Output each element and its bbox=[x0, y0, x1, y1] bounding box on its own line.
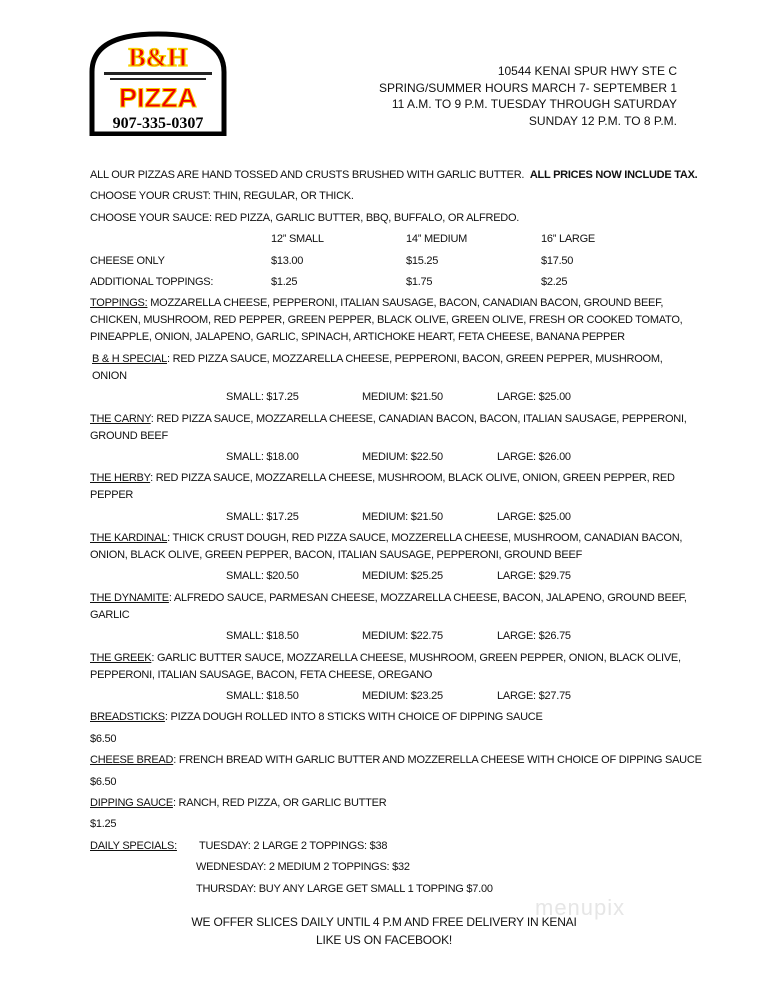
season-hours: SPRING/SUMMER HOURS MARCH 7- SEPTEMBER 1 bbox=[378, 80, 677, 95]
pizza-prices bbox=[90, 688, 690, 705]
toppings-list bbox=[90, 295, 690, 346]
price-large: LARGE: $26.75 bbox=[497, 630, 571, 643]
crust-options: CHOOSE YOUR CRUST: THIN, REGULAR, OR THICK. bbox=[90, 190, 354, 203]
pizza-desc: PEPPER bbox=[90, 489, 134, 502]
size-header-row bbox=[90, 231, 690, 248]
side-desc: : RANCH, RED PIZZA, OR GARLIC BUTTER bbox=[172, 796, 387, 809]
pizza-desc: PEPPERONI, ITALIAN SAUSAGE, BACON, FETA CHEESE, OREGANO bbox=[90, 668, 433, 681]
price-small: SMALL: $18.50 bbox=[226, 630, 299, 643]
pizza-prices bbox=[90, 628, 690, 645]
price-medium: MEDIUM: $21.50 bbox=[362, 391, 443, 404]
pizza-name: THE KARDINAL bbox=[90, 532, 168, 545]
pizza-name: THE HERBY bbox=[90, 472, 151, 485]
price: $17.50 bbox=[541, 254, 574, 267]
side-desc: : PIZZA DOUGH ROLLED INTO 8 STICKS WITH CHOICE OF DIPPING SAUCE bbox=[164, 711, 543, 724]
pizza-prices bbox=[90, 568, 690, 585]
side-price: $6.50 bbox=[90, 775, 117, 788]
intro-text: ALL OUR PIZZAS ARE HAND TOSSED AND CRUSTS BRUSHED WITH GARLIC BUTTER. bbox=[90, 169, 525, 181]
toppings-line: PINEAPPLE, ONION, JALAPENO, GARLIC, SPINACH, ARTICHOKE HEART, FETA CHEESE, BANANA PEPPER bbox=[90, 331, 625, 344]
price-medium: MEDIUM: $22.50 bbox=[362, 450, 443, 463]
intro bbox=[90, 167, 698, 184]
daily-special: WEDNESDAY: 2 MEDIUM 2 TOPPINGS: $32 bbox=[196, 861, 410, 874]
cheese-row bbox=[90, 253, 690, 270]
toppings-price-row bbox=[90, 274, 690, 291]
specialty-pizza bbox=[90, 530, 690, 564]
price-medium: MEDIUM: $23.25 bbox=[362, 690, 443, 703]
size-medium: 14” MEDIUM bbox=[406, 233, 468, 246]
logo-text-bh: B&H bbox=[128, 43, 188, 72]
side-name: BREADSTICKS bbox=[90, 711, 165, 724]
price-large: LARGE: $29.75 bbox=[497, 570, 571, 583]
side-desc: : FRENCH BREAD WITH GARLIC BUTTER AND MOZZERELLA CHEESE WITH CHOICE OF DIPPING SAUCE bbox=[173, 754, 702, 767]
daily-specials-row bbox=[90, 838, 690, 855]
pizza-desc: : RED PIZZA SAUCE, MOZZARELLA CHEESE, MUSHROOM, BLACK OLIVE, ONION, GREEN PEPPER, RED bbox=[150, 472, 675, 485]
price-small: SMALL: $18.00 bbox=[226, 450, 299, 463]
address: 10544 KENAI SPUR HWY STE C bbox=[497, 64, 677, 78]
pizza-desc: : ALFREDO SAUCE, PARMESAN CHEESE, MOZZARELLA CHEESE, BACON, JALAPENO, GROUND BEEF, bbox=[168, 591, 687, 604]
pizza-desc: GARLIC bbox=[90, 608, 130, 621]
price-small: SMALL: $17.25 bbox=[226, 391, 299, 404]
logo-text-pizza: PIZZA bbox=[119, 83, 197, 113]
sunday-hours: SUNDAY 12 P.M. TO 8 P.M. bbox=[528, 114, 677, 129]
toppings-price-label: ADDITIONAL TOPPINGS: bbox=[90, 275, 214, 288]
pizza-desc: ONION bbox=[92, 369, 127, 382]
facebook-note: LIKE US ON FACEBOOK! bbox=[315, 932, 453, 947]
footer bbox=[0, 914, 768, 949]
price: $2.25 bbox=[541, 275, 568, 288]
side-name: CHEESE BREAD bbox=[90, 754, 174, 767]
price-small: SMALL: $17.25 bbox=[226, 510, 299, 523]
pizza-name: THE GREEK bbox=[90, 651, 152, 664]
price: $15.25 bbox=[406, 254, 439, 267]
price-large: LARGE: $26.00 bbox=[497, 450, 571, 463]
price: $1.25 bbox=[271, 275, 298, 288]
pizza-desc: GROUND BEEF bbox=[90, 429, 168, 442]
side-item bbox=[90, 752, 702, 769]
specialty-pizza bbox=[90, 411, 690, 445]
specialty-pizza bbox=[90, 470, 690, 504]
pizza-desc: : GARLIC BUTTER SAUCE, MOZZARELLA CHEESE, MUSHROOM, GREEN PEPPER, ONION, BLACK OLIVE, bbox=[151, 651, 681, 664]
side-item bbox=[90, 795, 690, 812]
size-large: 16” LARGE bbox=[541, 233, 595, 246]
price: $1.75 bbox=[406, 275, 433, 288]
daily-specials-row bbox=[90, 859, 690, 876]
price-large: LARGE: $27.75 bbox=[497, 690, 571, 703]
daily-specials-label: DAILY SPECIALS: bbox=[90, 839, 177, 852]
delivery-note: WE OFFER SLICES DAILY UNTIL 4 P.M AND FREE DELIVERY IN KENAI bbox=[191, 915, 577, 929]
side-price: $1.25 bbox=[90, 818, 117, 831]
price-medium: MEDIUM: $21.50 bbox=[362, 510, 443, 523]
pizza-desc: : THICK CRUST DOUGH, RED PIZZA SAUCE, MOZZERELLA CHEESE, MUSHROOM, CANADIAN BACON, bbox=[167, 532, 683, 545]
specialty-pizza bbox=[90, 590, 690, 624]
pizza-name: THE CARNY bbox=[90, 412, 151, 425]
specialty-pizza bbox=[90, 650, 690, 684]
pizza-desc: ONION, BLACK OLIVE, GREEN PEPPER, BACON, ITALIAN SAUSAGE, PEPPERONI, GROUND BEEF bbox=[90, 549, 583, 562]
pizza-name: THE DYNAMITE bbox=[90, 591, 169, 604]
price-medium: MEDIUM: $22.75 bbox=[362, 630, 443, 643]
pizza-desc: : RED PIZZA SAUCE, MOZZARELLA CHEESE, PEPPERONI, BACON, GREEN PEPPER, MUSHROOM, bbox=[167, 352, 663, 365]
pizza-prices bbox=[90, 449, 690, 466]
side-name: DIPPING SAUCE bbox=[90, 796, 173, 809]
menu-body bbox=[90, 167, 702, 902]
header-info bbox=[379, 63, 677, 130]
cheese-label: CHEESE ONLY bbox=[90, 254, 165, 267]
price-large: LARGE: $25.00 bbox=[497, 510, 571, 523]
price: $13.00 bbox=[271, 254, 304, 267]
side-price: $6.50 bbox=[90, 732, 117, 745]
daily-special: THURSDAY: BUY ANY LARGE GET SMALL 1 TOPPING $7.00 bbox=[196, 882, 493, 895]
toppings-line: CHICKEN, MUSHROOM, RED PEPPER, GREEN PEPPER, BLACK OLIVE, GREEN OLIVE, FRESH OR COOKED TOMATO, bbox=[90, 314, 683, 327]
pizza-prices bbox=[90, 509, 690, 526]
size-small: 12” SMALL bbox=[271, 233, 324, 246]
side-item bbox=[90, 709, 690, 726]
pizza-prices bbox=[90, 389, 690, 406]
tax-notice: ALL PRICES NOW INCLUDE TAX. bbox=[529, 169, 698, 181]
watermark: menupix bbox=[535, 895, 626, 920]
daily-special: TUESDAY: 2 LARGE 2 TOPPINGS: $38 bbox=[199, 839, 388, 852]
price-large: LARGE: $25.00 bbox=[497, 391, 571, 404]
logo-phone: 907-335-0307 bbox=[112, 115, 204, 132]
price-small: SMALL: $20.50 bbox=[226, 570, 299, 583]
pizza-name: B & H SPECIAL bbox=[92, 352, 168, 365]
toppings-line: MOZZARELLA CHEESE, PEPPERONI, ITALIAN SAUSAGE, BACON, CANADIAN BACON, GROUND BEEF, bbox=[147, 297, 664, 310]
logo bbox=[88, 30, 228, 136]
price-medium: MEDIUM: $25.25 bbox=[362, 570, 443, 583]
weekday-hours: 11 A.M. TO 9 P.M. TUESDAY THROUGH SATURDAY bbox=[391, 97, 677, 112]
specialty-pizza bbox=[90, 351, 690, 385]
toppings-label: TOPPINGS: bbox=[90, 297, 148, 310]
sauce-options: CHOOSE YOUR SAUCE: RED PIZZA, GARLIC BUTTER, BBQ, BUFFALO, OR ALFREDO. bbox=[90, 211, 520, 224]
price-small: SMALL: $18.50 bbox=[226, 690, 299, 703]
pizza-desc: : RED PIZZA SAUCE, MOZZARELLA CHEESE, CANADIAN BACON, BACON, ITALIAN SAUSAGE, PEPPERONI, bbox=[150, 412, 687, 425]
